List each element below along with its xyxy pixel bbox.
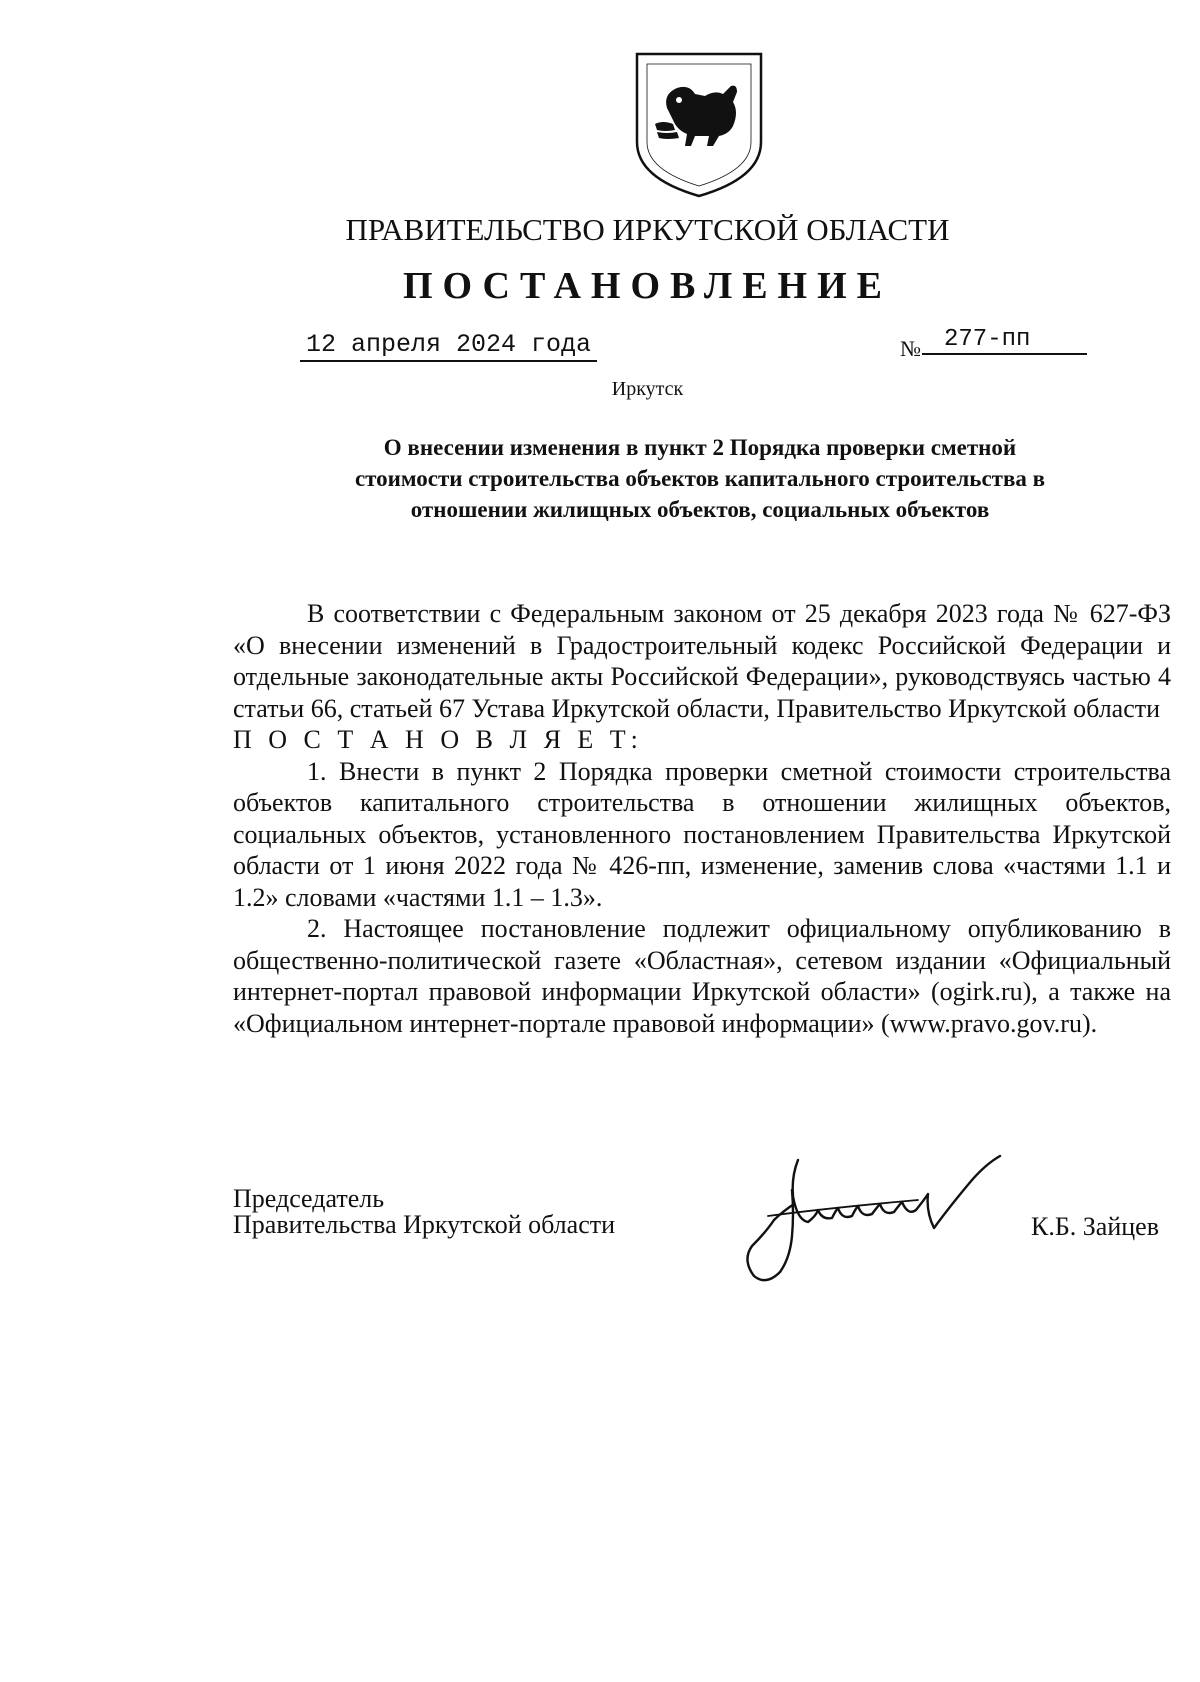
document-body bbox=[233, 598, 1171, 1039]
item-1-paragraph: 1. Внести в пункт 2 Порядка проверки сметной стоимости строительства объектов капитального строительства в отношении жилищных объектов, социальных объектов, установленного постановлением Правительства Иркутской области от 1 июня 2022 года № 426-пп, изменение, заменив слова «частями 1.1 и 1.2» словами «частями 1.1 – 1.3». bbox=[233, 756, 1171, 912]
preamble-paragraph: В соответствии с Федеральным законом от 25 декабря 2023 года № 627-ФЗ «О внесении изменений в Градостроительный кодекс Российской Федерации и отдельные законодательные акты Российской Федерации», руководствуясь частью 4 статьи 66, статьей 67 Устава Иркутской области, Правительство Иркутской области bbox=[233, 599, 1171, 723]
city-name: Иркутск bbox=[611, 378, 684, 400]
signer-position bbox=[233, 1186, 615, 1238]
document-title bbox=[255, 432, 1145, 525]
decree-word: П О С Т А Н О В Л Я Е Т: bbox=[233, 725, 643, 754]
signer-position-line: Правительства Иркутской области bbox=[233, 1210, 616, 1239]
number-sign: № bbox=[900, 336, 921, 361]
document-type: ПОСТАНОВЛЕНИЕ bbox=[402, 265, 893, 307]
title-line: стоимости строительства объектов капитального строительства в bbox=[354, 466, 1046, 491]
item-2-paragraph: 2. Настоящее постановление подлежит официальному опубликованию в общественно-политической газете «Областная», сетевом издании «Официальный интернет-портал правовой информации Иркутской области» (ogirk.ru), а также на «Официальном интернет-портале правовой информации» (www.pravo.gov.ru). bbox=[233, 914, 1171, 1038]
signer-position-line: Председатель bbox=[233, 1184, 385, 1213]
document-number: 277-пп bbox=[922, 326, 1087, 355]
coat-of-arms-icon bbox=[633, 50, 765, 200]
handwritten-signature-icon bbox=[738, 1150, 1028, 1290]
document-date: 12 апреля 2024 года bbox=[300, 330, 597, 362]
title-line: отношении жилищных объектов, социальных объектов bbox=[410, 497, 990, 522]
organization-name: ПРАВИТЕЛЬСТВО ИРКУТСКОЙ ОБЛАСТИ bbox=[345, 212, 950, 247]
title-line: О внесении изменения в пункт 2 Порядка проверки сметной bbox=[383, 435, 1017, 460]
signer-name: К.Б. Зайцев bbox=[1031, 1212, 1159, 1241]
